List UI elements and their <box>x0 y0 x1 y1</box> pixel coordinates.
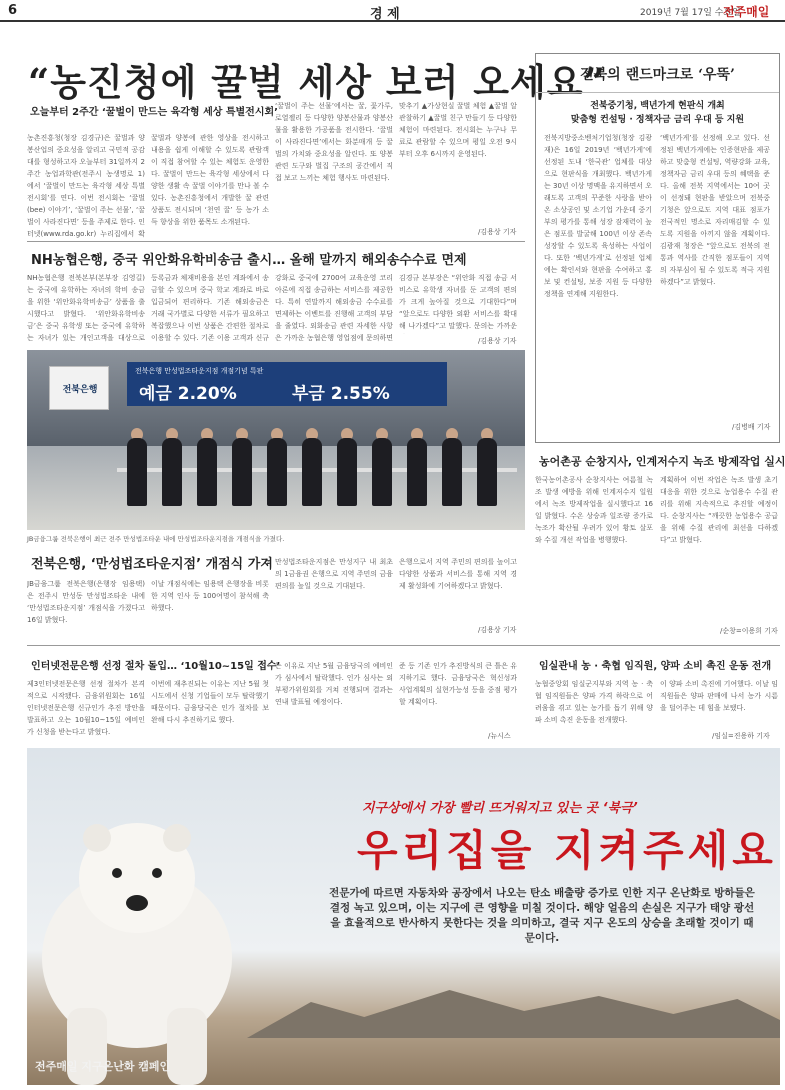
internet-body-col4: 준 등 기존 인가 추진방식의 큰 틀은 유지하기로 했다. 금융당국은 혁신성과 사업계획의 실현가능성 등을 중점 평가할 계획이다. <box>399 662 517 706</box>
lead-body-col4: 맞추기 ▲가상현실 꿀벌 체험 ▲꿀벌 알 관찰하기 ▲꿀벌 친구 만들기 등 다양한 체험이 마련된다. 전시회는 누구나 무료로 관람할 수 있으며 평일 오전 9시부터 오후 6시까지 운영된다. <box>399 102 517 158</box>
nh-byline: /김용상 기자 <box>478 337 517 345</box>
photo-caption: JB금융그룹 전북은행이 최근 전주 만성법조타운 내에 만성법조타운지점을 개점식을 가졌다. <box>27 535 285 543</box>
lead-body-col3: ‘꿀벌이 주는 선물’에서는 꿀, 꽃가루, 로열젤리 등 다양한 양봉산물과 양봉산물을 활용한 가공품을 전시한다. ‘꿀벌이 사라진다면’에서는 화분매개 등 꿀벌의 가치와 중요성을 알린다. 또 양봉 관련 도구와 벌집 구조의 공간에서 직접 보고 느끼는 체험 행사도 마련된다. <box>275 102 393 182</box>
internet-body-col2: 이번에 재추진되는 이유는 지난 5월 첫 시도에서 신청 기업들이 모두 탈락했기 때문이다. 금융당국은 인가 절차를 보완해 다시 추진하기로 했다. <box>151 680 269 724</box>
sidebox-subtitle-2: 맞춤형 컨설팅 · 정책자금 금리 우대 등 지원 <box>570 115 745 125</box>
person <box>477 438 497 506</box>
farm-body-col1: 한국농어촌공사 순창지사는 여름철 녹조 발생 예방을 위해 인계저수지 일원에서 녹조 방제작업을 실시했다고 16일 밝혔다. 수온 상승과 일조량 증가로 녹조가 확산될 우려가 있어 황토 살포와 수질 개선 작업을 병행했다. <box>535 476 653 544</box>
issue-date: 2019년 7월 17일 수요일 <box>640 8 741 18</box>
person <box>127 438 147 506</box>
onion-headline: 임실관내 농 · 축협 임직원, 양파 소비 촉진 운동 전개 <box>539 661 772 672</box>
person <box>267 438 287 506</box>
sidebox-subtitle-1: 전북중기청, 백년가게 현판식 개최 <box>590 101 725 111</box>
lead-body-col1: 농촌진흥청(청장 김경규)은 꿀벌과 양봉산업의 중요성을 알리고 국민적 공감대를 형성하고자 오늘부터 31일까지 2주간 농업과학관(전주시 농생명로 1)에서 ‘꿀벌이 만드는 육각형 세상 특별전시회’를 연다. 이번 전시회는 ‘꿀벌(bee) 이야기’, ‘꿀벌이 주는 선물’, ‘꿀벌이 사라진다면’ 등을 주제로 한다. 인터넷(www.rda.go.kr) 누리집에서 확 <box>27 134 145 238</box>
divider <box>27 241 525 242</box>
person <box>197 438 217 506</box>
polar-bear-image <box>27 808 257 1085</box>
nh-body-col1: NH농협은행 전북본부(본부장 김영길)는 중국에 유학하는 자녀의 학비 송금을 위한 ‘위안화유학비송금’ 상품을 출시했다고 밝혔다. ‘위안화유학비송금’은 중국 유학생 또는 중국에 유학하는 자녀가 있는 개인고객을 대상으로 <box>27 274 145 342</box>
internet-body-col3: 는 이유로 지난 5월 금융당국의 예비인가 심사에서 탈락했다. 인가 심사는 외부평가위원회를 거쳐 진행되며 결과는 연내 발표될 예정이다. <box>275 662 393 706</box>
ad-headline-big: 우리집을 지켜주세요 <box>357 826 777 875</box>
climate-campaign-ad <box>27 748 780 1085</box>
ad-credit: 전주매일 지구온난화 캠페인 <box>35 1060 171 1073</box>
divider <box>27 645 780 646</box>
jb-body-col2: 이날 개점식에는 임용택 은행장을 비롯한 지역 인사 등 100여명이 참석해 축하했다. <box>151 580 269 612</box>
ad-headline-small: 지구상에서 가장 빨리 뜨거워지고 있는 곳 ‘북극’ <box>362 801 638 816</box>
lead-subheadline: 오늘부터 2주간 ‘꿀벌이 만드는 육각형 세상 특별전시회’ <box>30 107 278 118</box>
lead-headline: “농진청에 꿀벌 세상 보러 오세요” <box>28 60 606 104</box>
person <box>407 438 427 506</box>
internet-bank-headline: 인터넷전문은행 선정 절차 돌입… ‘10월10~15일 접수’ <box>31 661 281 672</box>
sidebox-body-col1: 전북지방중소벤처기업청(청장 김광재)은 16일 2019년 ‘백년가게’에 선정된 도내 ‘한국관’ 업체를 대상으로 현판식을 개최했다. 백년가게는 30년 이상 명맥을 유지하면서 오래도록 고객의 꾸준한 사랑을 받아온 소상공인 및 소기업 가운데 중기부의 평가를 통해 성장 잠재력이 높은 점포를 발굴해 100년 이상 존속 성장할 수 있도록 육성하는 사업이다. 또한 ‘백년가게’로 선정된 업체에는 확인서와 현판을 수여하고 홍보 및 컨설팅, 보증 지원 등 다양한 정책을 연계해 지원한다. <box>544 134 652 298</box>
onion-body-col2: 이 양파 소비 촉진에 기여했다. 이날 임직원들은 양파 판매에 나서 농가 시름을 덜어주는 데 힘을 보탰다. <box>660 680 778 712</box>
landmark-sidebox <box>535 53 780 443</box>
nh-body-col2: 등록금과 체재비용을 본인 계좌에서 송금할 수 있으며 중국 학교 계좌로 바로 입금되어 편리하다. 기존 해외송금은 거래 국가별로 다양한 서류가 필요하고 복잡했으나 이번 상품은 간편한 절차로 이용할 수 있다. 기존 이용 고객과 신규 <box>151 274 269 342</box>
nh-body-col3: 강화로 중국에 2700여 교육운영 코리아론에 직접 송금하는 서비스를 제공한다. 특히 연말까지 해외송금 수수료를 면제하는 이벤트를 진행해 고객의 부담을 줄였다. 외화송금 관련 자세한 사항은 가까운 농협은행 영업점에 문의하면 <box>275 274 393 342</box>
person <box>337 438 357 506</box>
page-number: 6 <box>8 3 18 18</box>
nh-headline: NH농협은행, 중국 위안화유학비송금 출시… 올해 말까지 해외송수수료 면제 <box>31 253 467 268</box>
onion-body-col1: 농협중앙회 임실군지부와 지역 농 · 축협 임직원들은 양파 가격 하락으로 어려움을 겪고 있는 농가를 돕기 위해 양파 소비 촉진 운동을 전개했다. <box>535 680 653 724</box>
person <box>162 438 182 506</box>
onion-byline: /임실=진용하 기자 <box>712 732 770 740</box>
banner-title: 전북은행 만성법조타운지점 개점기념 특판 <box>135 367 264 375</box>
page-header <box>0 0 785 22</box>
promo-banner <box>127 362 447 406</box>
installment-rate: 부금 2.55% <box>292 384 390 404</box>
ad-body-text: 전문가에 따르면 자동차와 공장에서 나오는 탄소 배출량 증가로 인한 지구 온난화로 방하들은 결정 녹고 있으며, 이는 지구에 큰 영향을 미칠 것이다. 해양 얼음의 손실은 지구가 태양 광선을 효율적으로 반사하지 못한다는 것을 의미하고, 결국 지구 온도의 상승을 초래할 것이기 때문이다. <box>329 887 755 944</box>
jb-bank-logo <box>49 366 109 410</box>
sidebox-rule <box>536 92 779 93</box>
jb-body-col4: 은행으로서 지역 주민의 편의를 높이고 다양한 상품과 서비스를 통해 지역 경제 활성화에 기여하겠다고 밝혔다. <box>399 558 517 590</box>
farm-headline: 농어촌공 순창지사, 인계저수지 녹조 방제작업 실시 <box>539 455 785 468</box>
sidebox-body-col2: ‘백년가게’를 선정해 오고 있다. 선정된 백년가게에는 인증현판을 제공하고 맞춤형 컨설팅, 역량강화 교육, 정책자금 금리 우대 등의 혜택을 준다. 올해 전북 지역에서는 10여 곳이 선정돼 현판을 받았으며 전북중기청은 앞으로도 지역 대표 점포가 전국적인 명소로 자리매김할 수 있도록 지원을 아끼지 않을 계획이다. 김광재 청장은 “앞으로도 전북의 전통과 역사를 간직한 점포들이 지역의 자부심이 될 수 있도록 적극 지원하겠다”고 밝혔다. <box>660 134 770 286</box>
sidebox-byline: /김병배 기자 <box>732 423 771 431</box>
jb-body-col1: JB금융그룹 전북은행(은행장 임용택)은 전주시 만성동 만성법조타운 내에 ‘만성법조타운지점’ 개점식을 가졌다고 16일 밝혔다. <box>27 580 145 624</box>
farm-byline: /순창=이용희 기자 <box>720 627 778 635</box>
lead-byline: /김용상 기자 <box>478 228 517 236</box>
branch-opening-photo <box>27 350 525 530</box>
farm-body-col2: 계획하여 이번 작업은 녹조 발생 초기 대응을 위한 것으로 농업용수 수질 관리를 위해 지속적으로 추진할 예정이다. 순창지사는 “깨끗한 농업용수 공급을 위해 수질 관리에 최선을 다하겠다”고 밝혔다. <box>660 476 778 544</box>
person <box>302 438 322 506</box>
jb-headline: 전북은행, ‘만성법조타운지점’ 개점식 가져 <box>31 557 273 572</box>
deposit-rate: 예금 2.20% <box>139 384 237 404</box>
person <box>232 438 252 506</box>
sidebox-title: 전북의 랜드마크로 ‘우뚝’ <box>580 67 735 83</box>
jb-body-col3: 만성법조타운지점은 만성지구 내 최초의 1금융권 은행으로 지역 주민의 금융 편의를 높일 것으로 기대된다. <box>275 558 393 590</box>
mountain-range <box>247 978 780 1038</box>
person <box>372 438 392 506</box>
internet-byline: /뉴시스 <box>488 732 511 740</box>
nh-body-col4: 김경규 본부장은 “위안화 직접 송금 서비스로 유학생 자녀를 둔 고객의 편의가 크게 높아질 것으로 기대한다”며 “앞으로도 다양한 외환 서비스를 확대해 나가겠다”고 말했다. 문의는 가까운 <box>399 274 517 330</box>
lead-body-col2: 꿀벌과 양봉에 관한 영상을 전시하고 내용을 쉽게 이해할 수 있도록 관람객이 직접 참여할 수 있는 체험도 운영한다. 꿀벌이 만드는 육각형 세상에서 다양한 생활 속 꿀벌 이야기를 만나 볼 수 있다. 농촌진흥청에서 개발한 꿀 관련 상품도 전시되며 ‘천연 꿀’ 등 농가 소득 향상을 위한 품목도 소개된다. <box>151 134 269 226</box>
logo-text: 전북은행 <box>62 385 98 395</box>
internet-body-col1: 제3인터넷전문은행 선정 절차가 본격적으로 시작됐다. 금융위원회는 16일 인터넷전문은행 신규인가 추진 방안을 발표하고 오는 10월10~15일 예비인가 신청을 받는다고 밝혔다. <box>27 680 145 736</box>
person <box>442 438 462 506</box>
section-name: 경 제 <box>370 7 400 22</box>
jb-byline: /김용상 기자 <box>478 626 517 634</box>
paper-logo: 전주매일 <box>723 5 770 19</box>
